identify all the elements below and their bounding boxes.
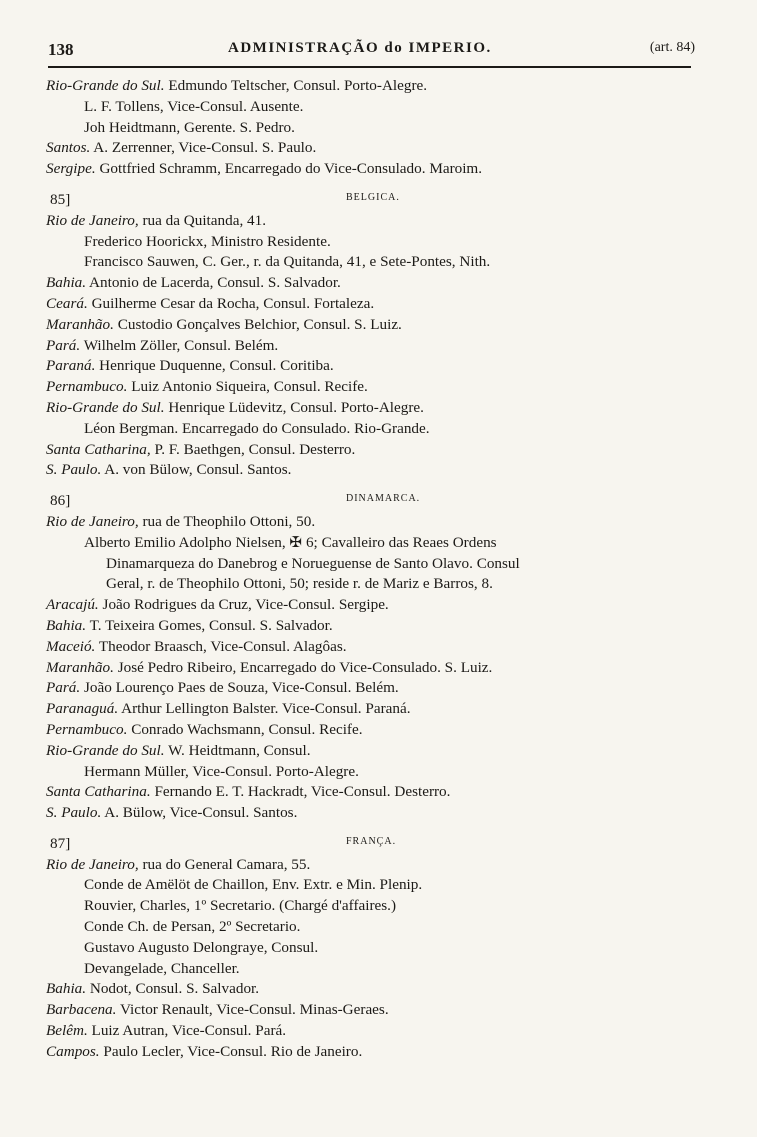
place-name: Rio-Grande do Sul. <box>46 77 165 94</box>
entry-line <box>46 273 718 294</box>
entry-line <box>46 512 718 533</box>
place-name: Pernambuco. <box>46 378 128 396</box>
entry-text: Henrique Lüdevitz, Consul. Porto-Alegre. <box>164 398 424 416</box>
entry-line <box>46 252 718 273</box>
entry-line <box>46 637 718 658</box>
section-heading <box>46 491 718 512</box>
entry-line <box>46 803 718 824</box>
entry-line <box>46 533 718 554</box>
place-name: S. Paulo. <box>46 461 102 479</box>
entry-line <box>46 741 718 762</box>
section-number: 85] <box>50 190 71 208</box>
entry-text: T. Teixeira Gomes, Consul. S. Salvador. <box>86 616 333 634</box>
place-name: Santa Catharina, <box>46 440 151 458</box>
entry-line <box>46 658 718 679</box>
entry-text: Conde de Amëlöt de Chaillon, Env. Extr. e Min. Plenip. <box>84 876 423 894</box>
entry-text: Arthur Lellington Balster. Vice-Consul. Paraná. <box>118 700 411 718</box>
page-number: 138 <box>48 40 74 59</box>
place-name: Bahia. <box>46 616 87 634</box>
entry-line <box>46 762 718 783</box>
entry-line <box>46 855 718 876</box>
place-name: Rio-Grande do Sul. <box>46 398 165 416</box>
place-name: Maranhão. <box>46 658 114 676</box>
entry-line <box>46 979 718 1000</box>
article-reference: (art. 84) <box>649 40 695 55</box>
place-name: Santos. <box>46 139 91 157</box>
entry-text: Luiz Autran, Vice-Consul. Pará. <box>87 1022 287 1040</box>
entry-line <box>46 398 718 419</box>
entry-text: rua do General Camara, 55. <box>138 855 311 873</box>
entry-text: Custodio Gonçalves Belchior, Consul. S. Luiz. <box>113 315 402 333</box>
running-title: ADMINISTRAÇÃO do IMPERIO. <box>228 40 492 56</box>
entry-line <box>46 1000 718 1021</box>
place-name: Rio de Janeiro, <box>46 512 139 530</box>
entry-line <box>46 118 718 139</box>
entry-text: Léon Bergman. Encarregado do Consulado. Rio-Grande. <box>84 419 430 437</box>
entry-line <box>46 782 718 803</box>
entry-text: Frederico Hoorickx, Ministro Residente. <box>84 232 331 250</box>
entry-text: Edmundo Teltscher, Consul. Porto-Alegre. <box>164 77 428 94</box>
entry-text: Geral, r. de Theophilo Ottoni, 50; reside r. de Mariz e Barros, 8. <box>106 575 493 593</box>
place-name: Barbacena. <box>46 1001 117 1019</box>
entry-line <box>46 720 718 741</box>
place-name: Pernambuco. <box>46 720 128 738</box>
entry-text: José Pedro Ribeiro, Encarregado do Vice-Consulado. S. Luiz. <box>113 658 493 676</box>
entry-text: W. Heidtmann, Consul. <box>164 741 311 759</box>
entry-text: Nodot, Consul. S. Salvador. <box>86 980 260 998</box>
entry-line <box>46 76 718 97</box>
document-body <box>46 76 718 1063</box>
page-header <box>48 40 695 62</box>
place-name: Paranaguá. <box>46 700 119 718</box>
place-name: Sergipe. <box>46 160 96 178</box>
entry-line <box>46 938 718 959</box>
place-name: Rio de Janeiro, <box>46 855 139 873</box>
entry-text: Luiz Antonio Siqueira, Consul. Recife. <box>127 378 368 396</box>
place-name: Maranhão. <box>46 315 114 333</box>
entry-text: rua da Quitanda, 41. <box>138 211 267 229</box>
entry-line <box>46 294 718 315</box>
entry-line <box>46 699 718 720</box>
entry-line <box>46 917 718 938</box>
entry-text: João Rodrigues da Cruz, Vice-Consul. Sergipe. <box>98 596 389 614</box>
entry-text: P. F. Baethgen, Consul. Desterro. <box>150 440 356 458</box>
entry-text: Alberto Emilio Adolpho Nielsen, ✠ 6; Cavalleiro das Reaes Ordens <box>84 533 497 551</box>
entry-line <box>46 211 718 232</box>
entry-text: Wilhelm Zöller, Consul. Belém. <box>80 336 279 354</box>
entry-text: Conrado Wachsmann, Consul. Recife. <box>127 720 363 738</box>
entry-line <box>46 336 718 357</box>
place-name: Aracajú. <box>46 596 99 614</box>
section-heading <box>46 190 718 211</box>
place-name: Bahia. <box>46 980 87 998</box>
place-name: Rio-Grande do Sul. <box>46 741 165 759</box>
entry-text: Francisco Sauwen, C. Ger., r. da Quitanda, 41, e Sete-Pontes, Nith. <box>84 253 491 271</box>
entry-text: A. von Bülow, Consul. Santos. <box>101 461 292 479</box>
entry-text: João Lourenço Paes de Souza, Vice-Consul. Belém. <box>80 679 399 697</box>
entry-text: L. F. Tollens, Vice-Consul. Ausente. <box>84 97 304 115</box>
entry-line <box>46 97 718 118</box>
section-country: BELGICA. <box>346 191 400 203</box>
entry-line <box>46 159 718 180</box>
entry-text: Rouvier, Charles, 1º Secretario. (Chargé d'affaires.) <box>84 897 397 915</box>
place-name: Maceió. <box>46 637 96 655</box>
entry-line <box>46 460 718 481</box>
entry-line <box>46 554 718 575</box>
section-heading <box>46 834 718 855</box>
place-name: S. Paulo. <box>46 804 102 822</box>
entry-line <box>46 138 718 159</box>
entry-line <box>46 232 718 253</box>
entry-line <box>46 1021 718 1042</box>
entry-line <box>46 315 718 336</box>
entry-text: Guilherme Cesar da Rocha, Consul. Fortaleza. <box>87 294 375 312</box>
place-name: Paraná. <box>46 357 96 375</box>
entry-line <box>46 678 718 699</box>
entry-text: Paulo Lecler, Vice-Consul. Rio de Janeiro. <box>99 1042 363 1060</box>
section-country: FRANÇA. <box>346 835 397 847</box>
place-name: Ceará. <box>46 294 88 312</box>
section-country: DINAMARCA. <box>346 493 421 505</box>
entry-text: Victor Renault, Vice-Consul. Minas-Geraes. <box>116 1001 389 1019</box>
entry-text: A. Bülow, Vice-Consul. Santos. <box>101 804 298 822</box>
entry-text: rua de Theophilo Ottoni, 50. <box>138 512 316 530</box>
section-number: 86] <box>50 492 71 510</box>
entry-line <box>46 959 718 980</box>
entry-line <box>46 616 718 637</box>
place-name: Rio de Janeiro, <box>46 211 139 229</box>
section-number: 87] <box>50 834 71 852</box>
entry-text: Conde Ch. de Persan, 2º Secretario. <box>84 918 301 936</box>
place-name: Santa Catharina. <box>46 783 151 801</box>
entry-text: A. Zerrenner, Vice-Consul. S. Paulo. <box>90 139 317 157</box>
place-name: Pará. <box>46 679 81 697</box>
entry-line <box>46 595 718 616</box>
entry-text: Joh Heidtmann, Gerente. S. Pedro. <box>84 118 295 136</box>
place-name: Pará. <box>46 336 81 354</box>
entry-text: Theodor Braasch, Vice-Consul. Alagôas. <box>95 637 347 655</box>
header-rule <box>48 66 691 68</box>
entry-line <box>46 875 718 896</box>
entry-text: Fernando E. T. Hackradt, Vice-Consul. Desterro. <box>150 783 451 801</box>
entry-line <box>46 1042 718 1063</box>
entry-line <box>46 419 718 440</box>
entry-line <box>46 377 718 398</box>
place-name: Campos. <box>46 1042 100 1060</box>
entry-text: Henrique Duquenne, Consul. Coritiba. <box>95 357 334 375</box>
entry-line <box>46 356 718 377</box>
place-name: Belêm. <box>46 1022 88 1040</box>
entry-line <box>46 440 718 461</box>
place-name: Bahia. <box>46 274 87 292</box>
entry-text: Hermann Müller, Vice-Consul. Porto-Alegre. <box>84 762 359 780</box>
entry-text: Gustavo Augusto Delongraye, Consul. <box>84 938 319 956</box>
entry-line <box>46 896 718 917</box>
entry-text: Gottfried Schramm, Encarregado do Vice-Consulado. Maroim. <box>95 160 483 178</box>
entry-text: Dinamarqueza do Danebrog e Norueguense de Santo Olavo. Consul <box>106 554 520 572</box>
entry-line <box>46 574 718 595</box>
entry-text: Devangelade, Chanceller. <box>84 959 240 977</box>
entry-text: Antonio de Lacerda, Consul. S. Salvador. <box>86 274 341 292</box>
